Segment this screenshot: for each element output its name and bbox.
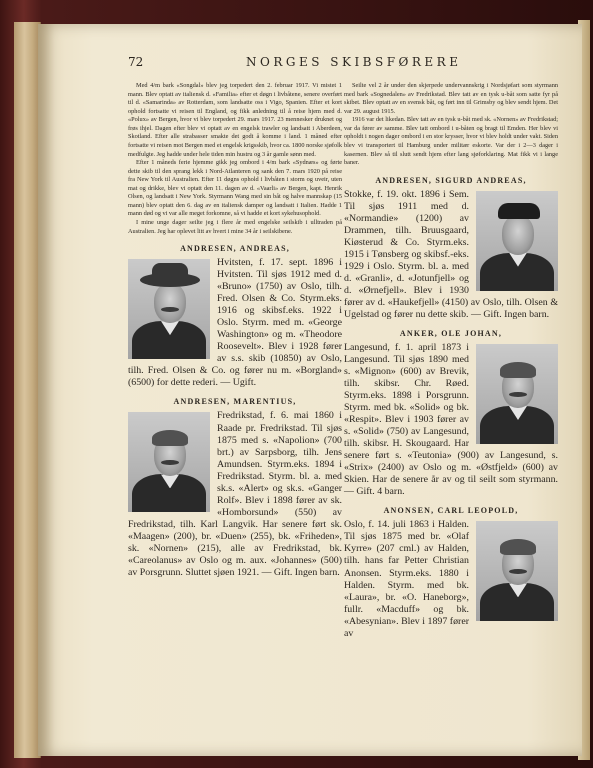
page-stack-edge	[14, 22, 41, 758]
entry-text	[128, 257, 342, 389]
left-intro-text	[128, 82, 342, 236]
paragraph: Med 4/m bark «Songdal» blev jeg torpedert den 2. februar 1917. Vi mistet 1 mann. Blev optatt av italiensk d. «Familia» efter et døgn i livbåtene, senere overført til d. «Samarinda» av Rotterdam, som landsatte oss i Vigo, Spanien. Efter et kort ophold fortsatte vi reisen til England, og fikk anledning til å reise hjem med d. «Polux» av Bergen, hvor vi blev torpedert 29. mars 1917. 23 mennesker druknet og frøs ihjel. Dagen efter blev vi optatt av en engelsk trawler og landsatt i Aberdeen, Skotland. Efter alle strabasser smakte det godt å komme i land. 1 måned efter fortsatte vi reisen mot Bergen med et engelsk krigsskib, hvor ca. 1800 norske sjøfolk medfulgte. Jeg hadde under hele tiden min hustru og 3 år gamle sønn med.	[128, 82, 342, 158]
entry-heading: ANDRESEN, MARENTIUS,	[173, 397, 297, 407]
paragraph: Efter 1 måneds ferie hjemme gikk jeg ombord i 4/m bark «Sydnæs» og førte dette skib til den sprang lekk i Nord-Atlanteren og sank den 7. mars 1920 på reise fra New York til Australien. Efter 11 døgns ophold i livbåten i storm og uveir, uten mat og drikke, blev vi optatt den 11. dagen av d. «Vaarli» av Bergen, kapt. Henrik Olsen, og landsatt i New York. Styrmann Wang med sin båt og halve mannskap (15 mann) blev optatt den 6. dag av en italiensk damper og landsatt i Italien. Hadde 1 mann død og vi var alle meget forkomne, så vi hadde et kort sykehusophold.	[128, 159, 342, 218]
entry-body-text: Stokke, f. 19. okt. 1896 i Sem. Til sjøs 1911 med d. «Normandie» (1200) av Drammen, tilh. Bruusgaard, Kiøsterud & Co. Styrm.eks. 1915 i Tønsberg og skibsf.-eks. 1929 i Oslo. Styrm. bl. a. med d. «Granli», d. «Jotunfjell» og d. «Ørnefjell». Blev i 1930 fører av d. «Haukefjell» (4150) av Oslo, tilh. Olsen & Ugelstad og fører nu dette skib. — Gift. Ingen barn.	[344, 188, 558, 320]
portrait-photo	[128, 259, 210, 359]
entry-body-text: Langesund, f. 1. april 1873 i Langesund. Til sjøs 1890 med s. «Mignon» (600) av Brevik, tilh. skibsr. Chr. Røed. Styrm.eks. 1898 i Porsgrunn. Styrm. med bk. «Solid» og bk. «Respit». Blev i 1903 fører av s. «Solid» (750) av Langesund, tilh. skibsr. H. Skougaard. Har senere ført s. «Teutonia» (900) av Langesund, s. «Strix» (2400) av Oslo og m. «Østfjeld» (600) av Skien. Har de senere år av og til seilt som styrmann. — Gift. 4 barn.	[344, 341, 558, 498]
entry-body-text: Hvitsten, f. 17. sept. 1896 i Hvitsten. Til sjøs 1912 med d. «Bruno» (1750) av Oslo, tilh. Fred. Olsen & Co. Styrm.eks. 1916 og skibsf.eks. 1922 i Oslo. Styrm. med m. «George Washington» og m. «Theodore Roosevelt». Blev i 1928 fører av s.s. skib (10850) av Oslo, tilh. Fred. Olsen & Co. og fører nu m. «Borgland» (6500) for dette rederi. — Ugift.	[128, 257, 342, 389]
page-header	[128, 55, 558, 71]
entry-text	[344, 342, 558, 498]
entry-heading: ANKER, OLE JOHAN,	[399, 328, 503, 338]
entry-body-text: Oslo, f. 14. juli 1863 i Halden. Til sjøs 1875 med br. «Olaf Kyrre» (207 cml.) av Halden, tilh. hans far Petter Christian Anonsen. Styrm.eks. 1880 i Halden. Styrm. med bk. «Laura», br. «O. Haneborg», fullr. «Macduff» og bk. «Abesynian». Blev i 1897 fører av	[344, 519, 469, 639]
entry-heading: ANDRESEN, ANDREAS,	[180, 244, 290, 254]
page-number: 72	[128, 55, 144, 69]
running-title: NORGES SKIBSFØRERE	[246, 55, 462, 69]
paragraph: I mine unge dager seilte jeg i flere år med engelske seilskib i ulltraden på Australien. Jeg har oplevet litt av hvert i mine 34 år i seilskibene.	[128, 219, 342, 235]
right-intro-text	[344, 82, 558, 168]
portrait-photo	[476, 191, 558, 291]
left-column	[128, 82, 342, 579]
entry-text	[344, 189, 558, 321]
paragraph: 1916 var det likedan. Blev tatt av en tysk u-båt med sk. «Nornen» av Fredrikstad; var da fører av samme. Blev tatt ombord i u-båten og bragt til Emden. Her blev vi opholdt i nogen dager ombord i en stor krysser, hvor vi blev holdt under vakt. Siden blev vi transportert til Hamburg under militær eskorte. Var der i 2—3 dager i kasernen. Blev så til slutt sendt hjem efter lang sjøforklaring. Mat fikk vi i lange baner.	[344, 116, 558, 167]
entry-text	[128, 410, 342, 578]
entry-heading: ANDRESEN, SIGURD ANDREAS,	[375, 175, 527, 185]
portrait-photo	[128, 412, 210, 512]
paragraph: Seilte vel 2 år under den skjerpede undervannskrig i Nordsjøfart som styrmann med bark «Sognedalen» av Fredrikstad. Blev tatt av en tysk u-båt som satte fyr på skibet. Blev optatt av en svensk båt, og ført inn til Grimsby og blev sendt hjem. Det var 29. august 1915.	[344, 82, 558, 115]
entry-heading: ANONSEN, CARL LEOPOLD,	[383, 506, 519, 516]
entry-body-text: Fredrikstad, f. 6. mai 1860 i Raade pr. Fredrikstad. Til sjøs 1875 med s. «Napolion» (700 brt.) av Sarpsborg, tilh. Jens Amundsen. Styrm.eks. 1894 i Fredrikstad. Styrm. bl. a. med sk.s. «Alert» og sk.s. «Ganger Rolf». Blev i 1898 fører av sk. «Homborsund» (550) av Fredrikstad, tilh. Karl Langvik. Har senere ført sk. «Maagen» (200), br. «Duen» (255), bk. «Friheden», sk. «Nornen» (215), alle av Fredrikstad, bk. «Careolanus» av Oslo og m. aux. «Johannes» (500) av Porsgrunn. Sluttet sjøen 1921. — Gift. Ingen barn.	[128, 410, 342, 578]
right-column	[344, 82, 558, 640]
entry-text	[344, 519, 558, 639]
portrait-photo	[476, 344, 558, 444]
portrait-photo	[476, 521, 558, 621]
